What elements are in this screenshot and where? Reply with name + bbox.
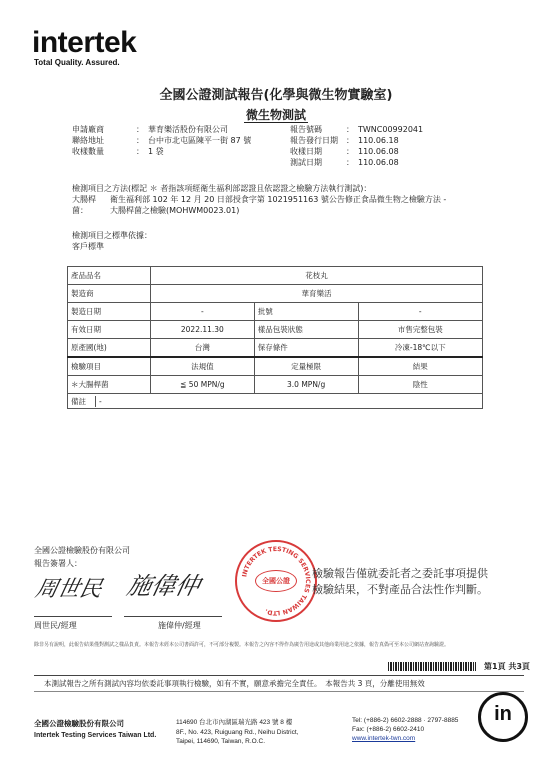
- barcode: [388, 662, 476, 671]
- signature-2: 施偉仲: [124, 572, 203, 600]
- method-row: [72, 194, 492, 216]
- note-label: 備註: [71, 396, 96, 407]
- info-row: 報告發行日期 ： 110.06.18: [290, 136, 399, 145]
- seal-center: 全國公證: [255, 570, 297, 592]
- method-section: [72, 183, 492, 216]
- storage: 冷凍-18℃以下: [358, 339, 483, 358]
- mfg-date-label: 製造日期: [68, 303, 151, 321]
- signer-label: 報告簽署人：: [34, 559, 82, 568]
- fine-print: 除非另有說明，此報告結果僅對測試之樣品負責。本報告未經本公司書面許可，不可部分複製。本報告之內容不得作為廣告用途或其他商業用途之依據，報告真偽可至本公司網站查詢驗證。: [34, 642, 450, 648]
- standard-heading: 檢測項目之標準依據：: [72, 231, 152, 240]
- table-header-row: [68, 357, 483, 376]
- statement-line-2: 檢驗結果，不對產品合法性作判斷。: [312, 583, 488, 596]
- badge-text: in: [494, 703, 512, 725]
- signature-line-2: [124, 616, 222, 617]
- tel: Tel: (+886-2) 6602-2888 · 2797-8885: [352, 717, 459, 724]
- report-info: [290, 124, 423, 168]
- pack-label: 樣品包裝狀態: [254, 321, 358, 339]
- page-notice: 本測試報告之所有測試內容均依委託事項執行檢驗，如有不實，願意承擔完全責任。 本報告共 3 頁，分離使用無效: [44, 679, 425, 688]
- statement: [312, 566, 488, 598]
- page-label: 第1頁 共3頁: [484, 662, 530, 671]
- footer-company-en: Intertek Testing Services Taiwan Ltd.: [34, 732, 157, 739]
- batch-label: 批號: [254, 303, 358, 321]
- table-row: [68, 285, 483, 303]
- row-limit: ≦ 50 MPN/g: [151, 376, 255, 394]
- method-heading: 檢測項目之方法(標記 ＊ 者指該項經衛生福利部認證且依認證之檢驗方法執行測試)：: [72, 184, 372, 193]
- divider: [34, 675, 524, 676]
- report-title: 全國公證測試報告(化學與微生物實驗室): [159, 88, 393, 103]
- col-result: 結果: [358, 357, 483, 376]
- table-row: [68, 303, 483, 321]
- origin-label: 原產國(地): [68, 339, 151, 358]
- company-seal: [235, 540, 317, 622]
- expiry: 2022.11.30: [151, 321, 255, 339]
- website-link[interactable]: www.intertek-twn.com: [352, 735, 416, 742]
- footer-contact: [352, 716, 462, 743]
- product-name-label: 產品品名: [68, 267, 151, 285]
- manufacturer: 華育樂活: [151, 285, 483, 303]
- standard-value: 客戶標準: [72, 242, 104, 251]
- info-row: 申請廠商 ： 華育樂活股份有限公司: [72, 125, 228, 134]
- mfg-date: -: [151, 303, 255, 321]
- intertek-badge-icon: [478, 692, 528, 742]
- col-loq: 定量極限: [254, 357, 358, 376]
- signer-name-2: 施偉仲/經理: [158, 621, 201, 630]
- info-row: 聯絡地址 ： 台中市北屯區陳平一街 87 號: [72, 136, 252, 145]
- info-row: 報告號碼 ： TWNC00992041: [290, 125, 424, 134]
- footer-address: [176, 718, 298, 747]
- signer-name-1: 周世民/經理: [34, 621, 77, 630]
- row-item: ＊大腸桿菌: [68, 376, 151, 394]
- info-row: 收樣數量 ： 1 袋: [72, 147, 164, 156]
- table-row: [68, 339, 483, 358]
- table-row: [68, 376, 483, 394]
- col-limit: 法規值: [151, 357, 255, 376]
- standard-section: [72, 230, 152, 252]
- note-cell: [68, 394, 483, 409]
- manufacturer-label: 製造商: [68, 285, 151, 303]
- address-line: Taipei, 114690, Taiwan, R.O.C.: [176, 738, 266, 745]
- signature-1: 周世民: [32, 577, 105, 602]
- pack: 市售完整包裝: [358, 321, 483, 339]
- footer-company-zh: 全國公證檢驗股份有限公司: [34, 719, 124, 728]
- note-value: -: [99, 396, 102, 406]
- report-subtitle: [0, 106, 552, 123]
- statement-line-1: 檢驗報告僅就委託者之委託事項提供: [312, 567, 488, 580]
- expiry-label: 有效日期: [68, 321, 151, 339]
- method-desc: 衛生福利部 102 年 12 月 20 日部授食字第 1021951163 號公告修正食品微生物之檢驗方法 - 大腸桿菌之檢驗(MOHWM0023.01): [110, 195, 447, 215]
- subtitle-text: 微生物測試: [245, 108, 306, 122]
- address-line: 114690 台北市內湖區瑞光路 423 號 8 樓: [176, 719, 293, 726]
- info-row: 測試日期 ： 110.06.08: [290, 158, 399, 167]
- intertek-logo: intertek: [32, 26, 137, 59]
- signature-line-1: [34, 616, 112, 617]
- info-row: 收樣日期 ： 110.06.08: [290, 147, 399, 156]
- row-loq: 3.0 MPN/g: [254, 376, 358, 394]
- table-row: [68, 267, 483, 285]
- product-table: [67, 266, 483, 409]
- origin: 台灣: [151, 339, 255, 358]
- seal-ring-text: INTERTEK TESTING SERVICES TAIWAN LTD.: [241, 545, 312, 617]
- table-row: [68, 321, 483, 339]
- table-row: [68, 394, 483, 409]
- address-line: 8F., No. 423, Ruiguang Rd., Neihu District,: [176, 728, 299, 736]
- divider: [34, 691, 524, 692]
- method-item: 大腸桿菌：: [72, 195, 96, 215]
- applicant-info: [72, 124, 251, 157]
- fax: Fax: (+886-2) 6602-2410: [352, 726, 425, 733]
- signoff-company: 全國公證檢驗股份有限公司: [34, 546, 130, 555]
- col-item: 檢驗項目: [68, 357, 151, 376]
- row-result: 陰性: [358, 376, 483, 394]
- storage-label: 保存條件: [254, 339, 358, 358]
- logo-tagline: Total Quality. Assured.: [34, 58, 120, 67]
- product-name: 花枝丸: [151, 267, 483, 285]
- batch: -: [358, 303, 483, 321]
